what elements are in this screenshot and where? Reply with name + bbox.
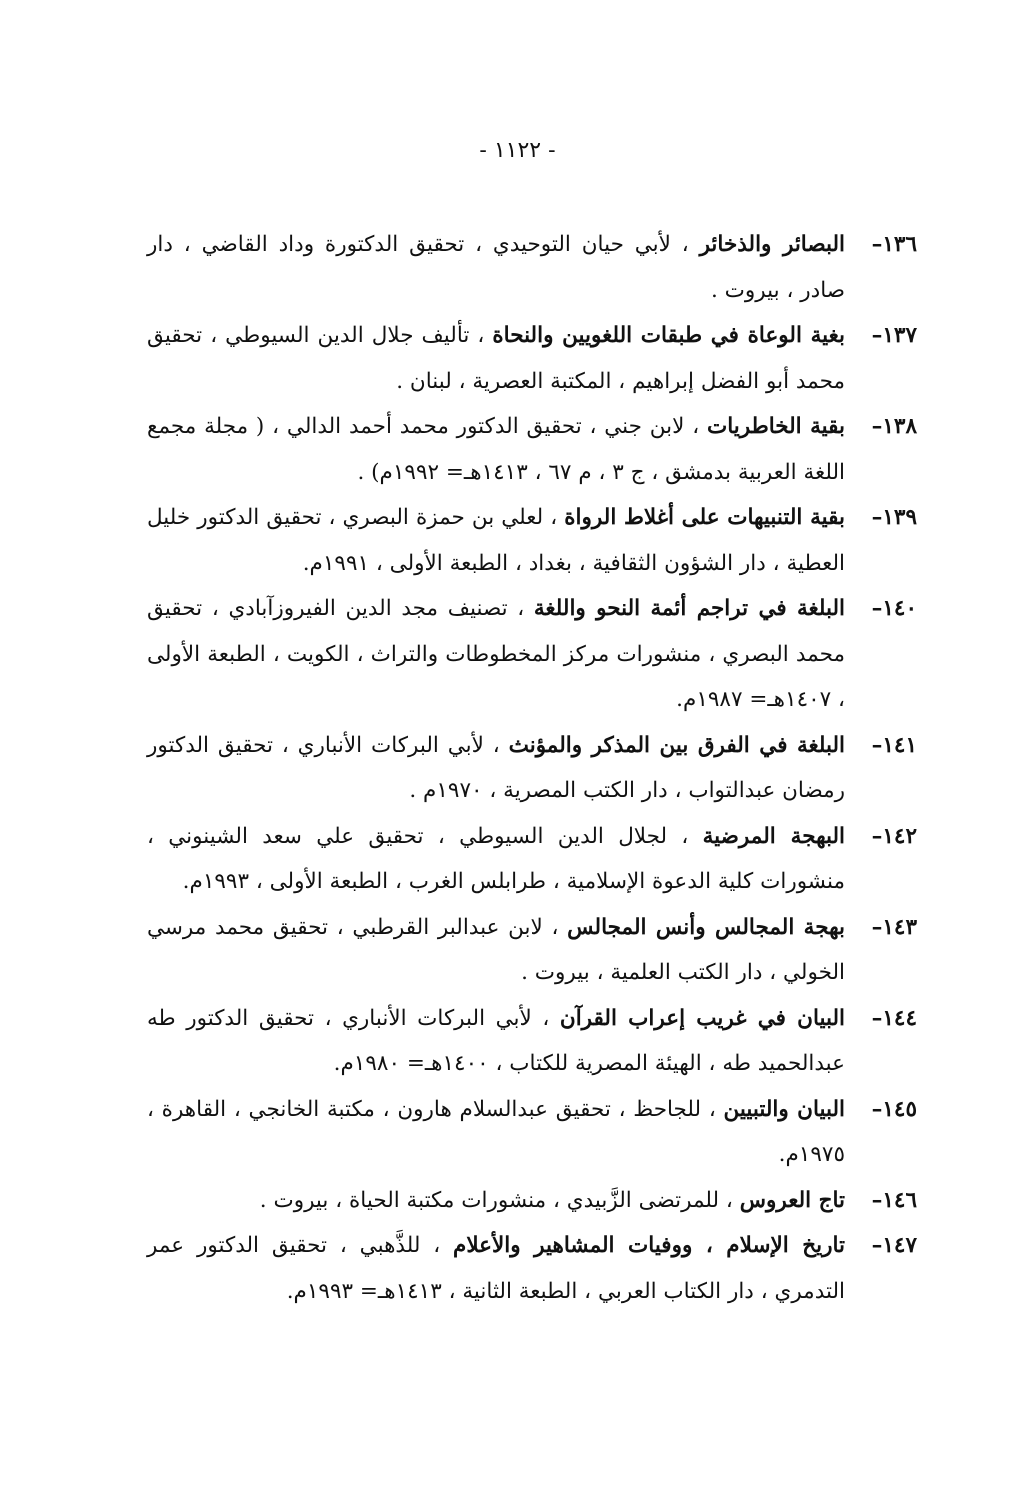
entry-text: ، لابن عبدالبر القرطبي ، تحقيق محمد مرسي الخولي ، دار الكتب العلمية ، بيروت .: [147, 914, 845, 985]
entry-text: ، للجاحظ ، تحقيق عبدالسلام هارون ، مكتبة الخانجي ، القاهرة ، ١٩٧٥م.: [147, 1096, 845, 1167]
entry-text: ، تأليف جلال الدين السيوطي ، تحقيق محمد أبو الفضل إبراهيم ، المكتبة العصرية ، لبنان .: [147, 323, 845, 394]
bibliography-entry-138: [147, 404, 917, 495]
entry-title: تاريخ الإسلام ، ووفيات المشاهير والأعلام: [453, 1233, 845, 1258]
entry-text: ، تصنيف مجد الدين الفيروزآبادي ، تحقيق محمد البصري ، منشورات مركز المخطوطات والتراث ، الكويت ، الطبعة الأولى ، ١٤٠٧هـ= ١٩٨٧م.: [147, 596, 845, 712]
entry-text: ، لجلال الدين السيوطي ، تحقيق علي سعد الشينوني ، منشورات كلية الدعوة الإسلامية ، طرابلس الغرب ، الطبعة الأولى ، ١٩٩٣م.: [147, 823, 845, 894]
bibliography-entry-143: [147, 905, 917, 996]
entry-text: ، لأبي حيان التوحيدي ، تحقيق الدكتورة وداد القاضي ، دار صادر ، بيروت .: [147, 232, 845, 303]
entry-number: ١٤١–: [871, 732, 917, 758]
bibliography-entry-137: [147, 313, 917, 404]
entry-title: البهجة المرضية: [702, 823, 845, 849]
entry-body: [147, 1178, 845, 1224]
entry-number: ١٤٣–: [871, 914, 917, 940]
entry-text: ، لعلي بن حمزة البصري ، تحقيق الدكتور خليل العطية ، دار الشؤون الثقافية ، بغداد ، الطبعة الأولى ، ١٩٩١م.: [147, 505, 845, 576]
entry-title: بقية التنبيهات على أغلاط الرواة: [564, 505, 845, 530]
entry-number: ١٣٦–: [871, 232, 917, 257]
entry-text: ، للمرتضى الزَّبيدي ، منشورات مكتبة الحياة ، بيروت .: [259, 1187, 740, 1213]
bibliography-entry-147: [147, 1223, 917, 1314]
entry-body: [147, 1087, 845, 1178]
entry-title: البلغة في تراجم أئمة النحو واللغة: [533, 596, 845, 621]
entry-body: [147, 723, 845, 814]
entry-title: البلغة في الفرق بين المذكر والمؤنث: [508, 732, 846, 758]
entry-body: [147, 222, 845, 313]
entry-number: ١٤٥–: [871, 1096, 917, 1122]
entry-title: بغية الوعاة في طبقات اللغويين والنحاة: [492, 323, 845, 348]
entry-body: [147, 905, 845, 996]
entry-title: البصائر والذخائر: [699, 232, 846, 257]
entry-body: [147, 404, 845, 495]
bibliography-entry-136: [147, 222, 917, 313]
entry-number: ١٤٦–: [871, 1187, 917, 1213]
entry-title: بقية الخاطريات: [706, 414, 845, 439]
entry-number: ١٣٧–: [871, 323, 917, 348]
bibliography-entry-144: [147, 996, 917, 1087]
entry-number: ١٣٩–: [871, 505, 917, 530]
page-number: - ١١٢٢ -: [479, 138, 556, 163]
entry-text: ، للذَّهبي ، تحقيق الدكتور عمر التدمري ، دار الكتاب العربي ، الطبعة الثانية ، ١٤١٣هـ= ١٩٩٣م.: [147, 1233, 845, 1304]
entry-body: [147, 313, 845, 404]
entry-number: ١٣٨–: [871, 414, 917, 439]
entry-title: البيان والتبيين: [723, 1096, 845, 1122]
entry-number: ١٤٢–: [871, 823, 917, 849]
bibliography-entry-139: [147, 495, 917, 586]
entry-body: [147, 495, 845, 586]
entry-title: بهجة المجالس وأنس المجالس: [567, 914, 845, 940]
bibliography-entry-145: [147, 1087, 917, 1178]
bibliography-entry-142: [147, 814, 917, 905]
entry-body: [147, 814, 845, 905]
bibliography-list: [147, 222, 917, 1314]
entry-text: ، لأبي البركات الأنباري ، تحقيق الدكتور طه عبدالحميد طه ، الهيئة المصرية للكتاب ، ١٤٠٠هـ= ١٩٨٠م.: [147, 1005, 845, 1076]
entry-title: تاج العروس: [739, 1187, 845, 1213]
entry-body: [147, 1223, 845, 1314]
bibliography-entry-141: [147, 723, 917, 814]
entry-number: ١٤٧–: [871, 1233, 917, 1258]
entry-number: ١٤٤–: [871, 1005, 917, 1031]
entry-number: ١٤٠–: [871, 596, 917, 621]
entry-body: [147, 586, 845, 723]
entry-body: [147, 996, 845, 1087]
entry-text: ، لأبي البركات الأنباري ، تحقيق الدكتور رمضان عبدالتواب ، دار الكتب المصرية ، ١٩٧٠م .: [147, 732, 845, 803]
bibliography-entry-146: [147, 1178, 917, 1224]
entry-title: البيان في غريب إعراب القرآن: [559, 1005, 845, 1031]
bibliography-entry-140: [147, 586, 917, 723]
entry-text: ، لابن جني ، تحقيق الدكتور محمد أحمد الدالي ، ( مجلة مجمع اللغة العربية بدمشق ، ج ٣ ، م ٦٧ ، ١٤١٣هـ= ١٩٩٢م) .: [147, 414, 845, 485]
